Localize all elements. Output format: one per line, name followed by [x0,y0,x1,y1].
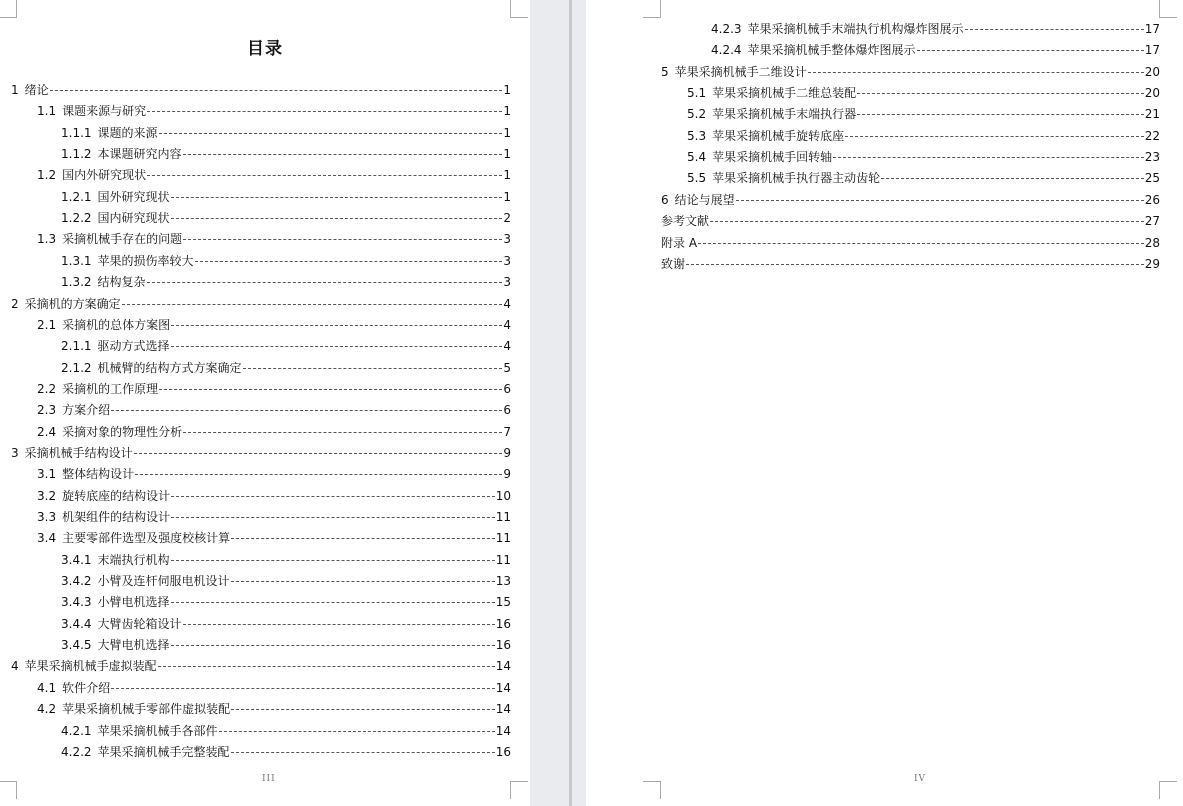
toc-entry[interactable] [61,146,511,162]
toc-dot-leader [171,197,503,198]
toc-entry[interactable] [11,296,511,312]
toc-entry-page-number: 11 [495,531,511,546]
toc-entry-label: 课题来源与研究 [62,104,147,119]
toc-entry[interactable] [11,445,511,461]
toc-dot-leader [122,304,503,305]
toc-entry-page-number: 11 [495,510,511,524]
toc-entry-page-number: 3 [503,275,511,290]
toc-entry-label: 采摘对象的物理性分析 [62,424,183,439]
toc-entry-label: 苹果采摘机械手二维设计 [674,64,807,79]
toc-dot-leader [231,752,495,753]
toc-dot-leader [231,709,495,710]
toc-dot-leader [857,114,1144,115]
toc-entry-label: 结构复杂 [97,275,146,290]
toc-entry-label: 软件介绍 [62,680,111,695]
toc-entry-number: 3.4.1 [61,552,92,567]
toc-entry-page-number: 14 [495,702,511,717]
toc-entry[interactable] [37,167,511,183]
toc-entry-page-number: 21 [1144,107,1160,122]
toc-entry-label: 国内研究现状 [97,211,170,226]
toc-entry-label: 参考文献 [661,214,710,229]
toc-entry[interactable] [61,573,511,589]
toc-dot-leader [219,731,495,732]
toc-dot-leader [171,346,503,347]
toc-entry-label: 采摘机的总体方案图 [62,317,171,332]
page-number-footer-left: III [262,774,276,784]
toc-entry[interactable] [61,125,511,141]
toc-entry-number: 4.2.1 [61,723,92,738]
toc-entry-number: 1 [11,83,19,97]
toc-entry-page-number: 27 [1144,214,1160,229]
toc-entry[interactable] [661,213,1160,229]
toc-entry-page-number: 3 [503,253,511,268]
toc-entry[interactable] [711,21,1160,37]
toc-entry-label: 绪论 [24,83,49,97]
toc-entry[interactable] [687,85,1160,101]
toc-entry-page-number: 15 [495,595,511,610]
crop-mark-top-right [1159,0,1177,18]
toc-entry-page-number: 10 [495,488,511,503]
toc-entry-page-number: 6 [503,381,511,396]
toc-entry[interactable] [37,103,511,119]
toc-entry-number: 5.4 [687,150,707,165]
toc-entry-number: 2 [11,296,19,311]
toc-entry[interactable] [61,616,511,632]
toc-entry-number: 3.2 [37,488,57,503]
toc-entry-page-number: 17 [1144,43,1160,58]
toc-dot-leader [158,666,495,667]
toc-entry[interactable] [711,42,1160,58]
toc-entry-page-number: 1 [503,189,511,204]
toc-entry-label: 苹果采摘机械手完整装配 [97,744,230,759]
toc-dot-leader [147,282,503,283]
crop-mark-bottom-left [0,781,17,799]
toc-dot-leader [159,133,503,134]
toc-dot-leader [195,261,503,262]
toc-entry-number: 4.2 [37,702,57,717]
toc-entry[interactable] [37,466,511,482]
toc-entry[interactable] [661,256,1160,272]
toc-entry[interactable] [687,106,1160,122]
crop-mark-top-right [510,0,528,18]
toc-entry-label: 课题的来源 [97,125,158,140]
toc-dot-leader [183,432,502,433]
toc-entry-page-number: 7 [503,424,511,439]
toc-entry-label: 小臂电机选择 [97,595,170,610]
toc-entry-page-number: 4 [503,339,511,354]
toc-dot-leader [686,264,1144,265]
toc-entry-number: 3.4.2 [61,574,92,589]
crop-mark-top-left [643,0,661,18]
toc-entry-label: 苹果采摘机械手二维总装配 [712,86,857,101]
toc-entry-page-number: 1 [503,83,511,97]
toc-dot-leader [111,410,502,411]
toc-entry-page-number: 23 [1144,150,1160,165]
toc-entry[interactable] [661,235,1160,251]
toc-dot-leader [159,389,502,390]
toc-entry-page-number: 9 [503,445,511,460]
toc-entry-page-number: 22 [1144,128,1160,143]
toc-entry-number: 5.3 [687,128,707,143]
toc-entry-label: 苹果采摘机械手执行器主动齿轮 [712,171,881,186]
toc-entry-number: 6 [661,192,669,207]
toc-entry[interactable] [61,210,511,226]
crop-mark-top-left [0,0,17,18]
toc-entry-page-number: 29 [1144,256,1160,271]
toc-entry-number: 2.4 [37,424,57,439]
toc-entry-page-number: 16 [495,638,511,653]
toc-dot-leader [736,200,1144,201]
toc-entry[interactable] [37,424,511,440]
toc-dot-leader [857,93,1144,94]
toc-dot-leader [833,157,1144,158]
page-gap-scrollbar[interactable] [569,0,572,806]
toc-dot-leader [965,29,1144,30]
toc-entry[interactable] [61,744,511,760]
toc-entry-label: 大臂电机选择 [97,638,170,653]
toc-entry-label: 苹果采摘机械手各部件 [97,723,218,738]
toc-entry-number: 1.2.1 [61,189,92,204]
toc-dot-leader [698,243,1144,244]
toc-entry-page-number: 20 [1144,64,1160,79]
toc-entry-label: 附录 A [661,235,698,250]
toc-entry-label: 苹果采摘机械手末端执行器 [712,107,857,122]
toc-entry-page-number: 13 [495,574,511,589]
toc-dot-leader [171,496,495,497]
toc-entry-number: 5.2 [687,107,707,122]
toc-dot-leader [171,602,495,603]
toc-entry-number: 2.3 [37,403,57,418]
toc-entry[interactable] [61,723,511,739]
toc-dot-leader [171,517,495,518]
toc-entry-number: 3 [11,445,19,460]
toc-entry[interactable] [687,149,1160,165]
toc-entry-number: 2.1 [37,317,57,332]
toc-entry[interactable] [37,488,511,504]
toc-entry-page-number: 16 [495,744,511,759]
toc-entry-label: 采摘机的方案确定 [24,296,121,311]
toc-entry[interactable] [11,658,511,674]
crop-mark-bottom-left [643,781,661,799]
toc-dot-leader [710,221,1144,222]
toc-entry-label: 国外研究现状 [97,189,170,204]
toc-entry[interactable] [37,381,511,397]
toc-entry-page-number: 14 [495,723,511,738]
toc-entry-label: 整体结构设计 [62,467,135,482]
toc-entry[interactable] [37,701,511,717]
toc-entry[interactable] [61,360,511,376]
toc-entry-number: 3.3 [37,510,57,524]
toc-dot-leader [231,581,495,582]
toc-entry-page-number: 26 [1144,192,1160,207]
toc-dot-leader [808,72,1144,73]
document-page-left [0,0,530,806]
toc-entry-page-number: 2 [503,211,511,226]
toc-entry-number: 1.1 [37,104,57,119]
toc-entry[interactable] [11,82,511,98]
toc-entry-label: 末端执行机构 [97,552,170,567]
toc-entry-page-number: 11 [495,552,511,567]
toc-dot-leader [111,688,495,689]
toc-entry-number: 3.4.3 [61,595,92,610]
toc-entry-label: 苹果采摘机械手末端执行机构爆炸图展示 [747,22,964,36]
toc-entry-label: 小臂及连杆伺服电机设计 [97,574,230,589]
toc-entry-number: 4 [11,659,19,674]
page-title: 目录 [247,39,283,59]
toc-dot-leader [134,453,503,454]
toc-entry-label: 苹果采摘机械手零部件虚拟装配 [62,702,231,717]
toc-entry-number: 3.4.5 [61,638,92,653]
toc-entry-number: 1.3.1 [61,253,92,268]
toc-dot-leader [171,218,503,219]
toc-entry-label: 苹果采摘机械手旋转底座 [712,128,845,143]
toc-entry-page-number: 4 [503,296,511,311]
toc-entry-number: 2.1.2 [61,360,92,375]
toc-dot-leader [183,624,495,625]
toc-dot-leader [135,474,502,475]
toc-entry-label: 本课题研究内容 [97,147,182,162]
toc-entry[interactable] [37,402,511,418]
toc-entry-number: 1.2.2 [61,211,92,226]
toc-entry-number: 5 [661,64,669,79]
toc-entry[interactable] [61,338,511,354]
toc-entry-label: 国内外研究现状 [62,168,147,183]
toc-entry-page-number: 14 [495,659,511,674]
toc-entry-page-number: 1 [503,125,511,140]
toc-entry-page-number: 4 [503,317,511,332]
toc-entry-page-number: 20 [1144,86,1160,101]
toc-entry-page-number: 1 [503,104,511,119]
toc-entry-label: 大臂齿轮箱设计 [97,616,182,631]
toc-dot-leader [183,239,502,240]
toc-entry-number: 4.2.4 [711,43,742,58]
toc-entry-number: 1.3.2 [61,275,92,290]
toc-entry[interactable] [61,189,511,205]
toc-entry[interactable] [61,594,511,610]
toc-entry[interactable] [37,231,511,247]
toc-entry-label: 苹果的损伤率较大 [97,253,194,268]
crop-mark-bottom-right [1159,781,1177,799]
document-page-right [586,0,1183,806]
toc-entry-number: 4.2.3 [711,22,742,36]
toc-entry-page-number: 25 [1144,171,1160,186]
toc-entry-number: 3.4.4 [61,616,92,631]
toc-entry-page-number: 1 [503,147,511,162]
toc-entry-page-number: 28 [1144,235,1160,250]
toc-entry-label: 苹果采摘机械手整体爆炸图展示 [747,43,916,58]
toc-entry[interactable] [37,509,511,525]
crop-mark-bottom-right [510,781,528,799]
toc-entry-label: 机架组件的结构设计 [62,510,171,524]
toc-entry-label: 苹果采摘机械手虚拟装配 [24,659,157,674]
toc-entry-number: 4.1 [37,680,57,695]
toc-entry-number: 4.2.2 [61,744,92,759]
toc-entry-number: 1.3 [37,232,57,247]
toc-entry-label: 苹果采摘机械手回转轴 [712,150,833,165]
toc-entry-page-number: 16 [495,616,511,631]
toc-entry-page-number: 6 [503,403,511,418]
toc-entry-label: 机械臂的结构方式方案确定 [97,360,242,375]
toc-dot-leader [881,178,1144,179]
toc-dot-leader [171,325,502,326]
toc-entry-number: 2.2 [37,381,57,396]
toc-dot-leader [183,154,503,155]
toc-entry-page-number: 1 [503,168,511,183]
toc-entry-page-number: 14 [495,680,511,695]
toc-entry-number: 3.1 [37,467,57,482]
toc-dot-leader [171,645,495,646]
toc-dot-leader [845,136,1144,137]
toc-entry[interactable] [37,680,511,696]
toc-dot-leader [147,111,502,112]
toc-entry-page-number: 17 [1144,22,1160,36]
toc-entry[interactable] [661,64,1160,80]
page-number-footer-right: IV [914,774,927,784]
toc-entry-number: 5.5 [687,171,707,186]
toc-entry-label: 采摘机械手结构设计 [24,445,133,460]
toc-entry[interactable] [61,637,511,653]
toc-dot-leader [231,538,495,539]
toc-entry-label: 驱动方式选择 [97,339,170,354]
toc-entry[interactable] [687,128,1160,144]
toc-entry[interactable] [61,274,511,290]
toc-entry-label: 旋转底座的结构设计 [62,488,171,503]
toc-entry-number: 1.1.2 [61,147,92,162]
toc-entry[interactable] [61,552,511,568]
toc-entry-number: 3.4 [37,531,57,546]
toc-entry-number: 2.1.1 [61,339,92,354]
toc-entry-label: 采摘机械手存在的问题 [62,232,183,247]
toc-entry-number: 1.2 [37,168,57,183]
toc-entry[interactable] [37,317,511,333]
toc-entry-number: 1.1.1 [61,125,92,140]
toc-dot-leader [171,560,495,561]
toc-entry-label: 主要零部件选型及强度校核计算 [62,531,231,546]
toc-entry-page-number: 5 [503,360,511,375]
toc-entry-number: 5.1 [687,86,707,101]
toc-entry-label: 采摘机的工作原理 [62,381,159,396]
toc-entry-label: 方案介绍 [62,403,111,418]
toc-dot-leader [147,175,502,176]
toc-entry-page-number: 9 [503,467,511,482]
toc-dot-leader [243,368,503,369]
toc-entry[interactable] [37,530,511,546]
toc-entry-label: 致谢 [661,256,686,271]
toc-entry-label: 结论与展望 [674,192,735,207]
toc-entry[interactable] [687,170,1160,186]
toc-entry-page-number: 3 [503,232,511,247]
toc-entry[interactable] [661,192,1160,208]
toc-entry[interactable] [61,253,511,269]
toc-dot-leader [50,90,503,91]
toc-dot-leader [917,50,1144,51]
